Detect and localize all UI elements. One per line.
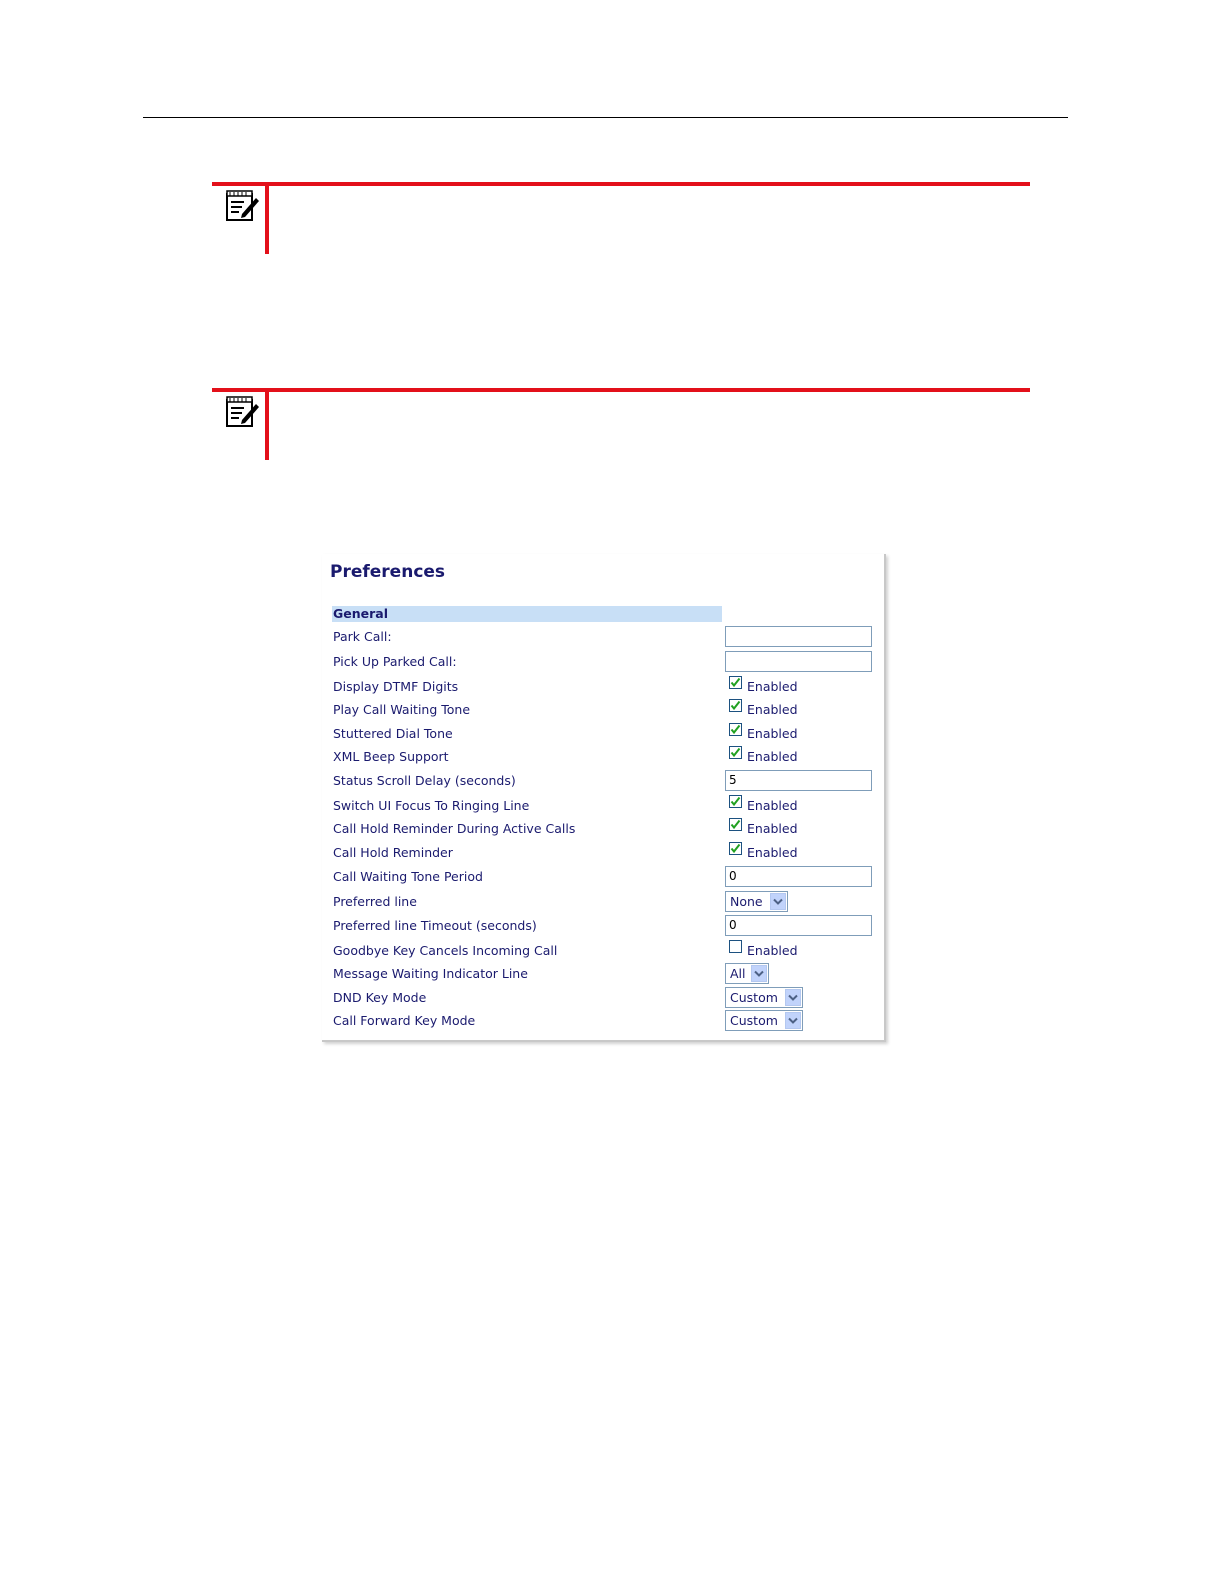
preference-dropdown[interactable] (725, 891, 788, 912)
chevron-down-icon (788, 1017, 798, 1025)
preference-row (322, 891, 882, 913)
note-top-rule (212, 388, 1030, 392)
preference-checkbox[interactable] (729, 699, 742, 712)
dropdown-value: None (730, 894, 763, 909)
preference-row (322, 676, 882, 698)
section-label: General (333, 606, 388, 621)
note-pencil-icon (226, 396, 260, 428)
preference-label: Display DTMF Digits (333, 679, 459, 694)
chevron-down-icon (788, 994, 798, 1002)
preference-row (322, 818, 882, 840)
preference-row (322, 866, 882, 888)
checkmark-icon (730, 724, 741, 735)
preference-label: Call Waiting Tone Period (333, 869, 483, 884)
note-pencil-icon (226, 190, 260, 222)
preference-row (322, 746, 882, 768)
preference-checkbox[interactable] (729, 940, 742, 953)
preference-text-input[interactable]: 0 (725, 915, 872, 936)
preference-label: Switch UI Focus To Ringing Line (333, 798, 530, 813)
note-block-1 (212, 182, 1030, 254)
checkbox-label: Enabled (747, 749, 798, 764)
checkmark-icon (730, 677, 741, 688)
preference-row (322, 651, 882, 673)
preference-row (322, 770, 882, 792)
preference-label: Pick Up Parked Call: (333, 654, 457, 669)
preference-label: Goodbye Key Cancels Incoming Call (333, 943, 558, 958)
preference-row (322, 963, 882, 985)
checkbox-label: Enabled (747, 943, 798, 958)
preference-label: DND Key Mode (333, 990, 427, 1005)
preference-row (322, 626, 882, 648)
preference-dropdown[interactable] (725, 1010, 803, 1031)
dropdown-button[interactable] (751, 965, 767, 982)
preference-label: Preferred line (333, 894, 417, 909)
preference-label: Preferred line Timeout (seconds) (333, 918, 537, 933)
preference-row (322, 723, 882, 745)
preference-label: Play Call Waiting Tone (333, 702, 471, 717)
checkbox-label: Enabled (747, 821, 798, 836)
preference-label: Park Call: (333, 629, 392, 644)
preference-row (322, 795, 882, 817)
preference-row (322, 842, 882, 864)
preference-label: Call Forward Key Mode (333, 1013, 476, 1028)
section-header-general (332, 606, 722, 622)
checkbox-label: Enabled (747, 798, 798, 813)
preference-checkbox[interactable] (729, 676, 742, 689)
note-block-2 (212, 388, 1030, 460)
checkmark-icon (730, 700, 741, 711)
preference-row (322, 915, 882, 937)
page-header-rule (143, 117, 1068, 118)
panel-title: Preferences (330, 562, 446, 582)
chevron-down-icon (754, 970, 764, 978)
preference-checkbox[interactable] (729, 723, 742, 736)
note-side-rule (265, 388, 269, 460)
preference-checkbox[interactable] (729, 795, 742, 808)
preference-checkbox[interactable] (729, 818, 742, 831)
checkbox-label: Enabled (747, 702, 798, 717)
preference-label: Status Scroll Delay (seconds) (333, 773, 516, 788)
preference-checkbox[interactable] (729, 746, 742, 759)
checkmark-icon (730, 843, 741, 854)
preference-text-input[interactable] (725, 626, 872, 647)
checkbox-label: Enabled (747, 726, 798, 741)
dropdown-value: All (730, 966, 746, 981)
chevron-down-icon (773, 898, 783, 906)
dropdown-button[interactable] (785, 1012, 801, 1029)
note-side-rule (265, 182, 269, 254)
dropdown-value: Custom (730, 990, 778, 1005)
checkbox-label: Enabled (747, 679, 798, 694)
preference-row (322, 699, 882, 721)
preference-row (322, 1010, 882, 1032)
note-top-rule (212, 182, 1030, 186)
preference-dropdown[interactable] (725, 987, 803, 1008)
checkbox-label: Enabled (747, 845, 798, 860)
preferences-panel (322, 554, 886, 1042)
preference-label: Call Hold Reminder During Active Calls (333, 821, 576, 836)
checkmark-icon (730, 796, 741, 807)
dropdown-button[interactable] (770, 893, 786, 910)
dropdown-value: Custom (730, 1013, 778, 1028)
preference-row (322, 940, 882, 962)
preference-text-input[interactable]: 5 (725, 770, 872, 791)
preference-row (322, 987, 882, 1009)
preference-label: Message Waiting Indicator Line (333, 966, 528, 981)
preference-label: Stuttered Dial Tone (333, 726, 453, 741)
dropdown-button[interactable] (785, 989, 801, 1006)
preference-label: Call Hold Reminder (333, 845, 453, 860)
checkmark-icon (730, 747, 741, 758)
checkmark-icon (730, 819, 741, 830)
preference-checkbox[interactable] (729, 842, 742, 855)
preference-dropdown[interactable] (725, 963, 769, 984)
preference-label: XML Beep Support (333, 749, 449, 764)
preference-text-input[interactable]: 0 (725, 866, 872, 887)
preference-text-input[interactable] (725, 651, 872, 672)
